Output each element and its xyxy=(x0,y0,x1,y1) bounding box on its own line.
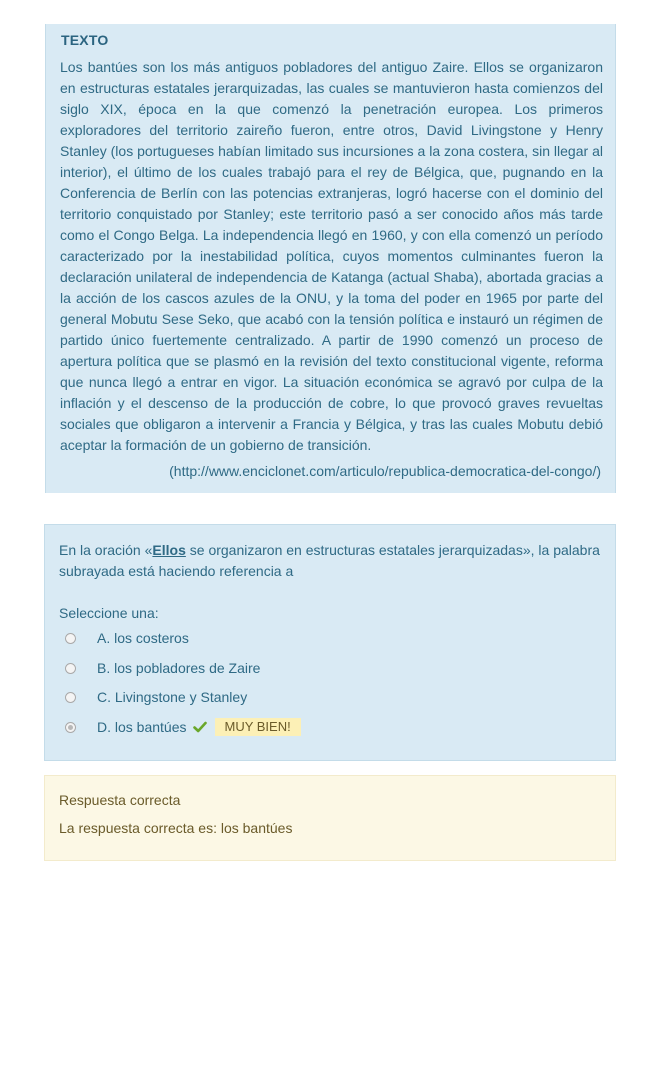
checkmark-icon xyxy=(193,720,207,734)
text-heading: TEXTO xyxy=(61,32,109,48)
question-text xyxy=(59,540,604,582)
feedback-answer: La respuesta correcta es: los bantúes xyxy=(59,820,293,836)
option-c[interactable] xyxy=(65,687,247,707)
radio-option-a[interactable] xyxy=(65,633,76,644)
radio-option-d[interactable] xyxy=(65,722,76,733)
text-body: Los bantúes son los más antiguos pobladores del antiguo Zaire. Ellos se organizaron en estructuras estatales jerarquizadas, las cuales se mantuvieron hasta comienzos del siglo XIX, época en la que comenzó la penetración europea. Los primeros exploradores del territorio zaireño fueron, entre otros, David Livingstone y Henry Stanley (los portugueses habían limitado sus incursiones a la zona costera, sin llegar al interior), el último de los cuales trabajó para el rey de Bélgica, que, pugnando en la Conferencia de Berlín con las potencias extranjeras, logró hacerse con el dominio del territorio conquistado por Stanley; este territorio pasó a ser conocido años más tarde como el Congo Belga. La independencia llegó en 1960, y con ella comenzó un período caracterizado por la inestabilidad política, cuyos momentos culminantes fueron la declaración unilateral de independencia de Katanga (actual Shaba), abortada gracias a la acción de los cascos azules de la ONU, y la toma del poder en 1965 por parte del general Mobutu Sese Seko, que acabó con la tensión política e instauró un régimen de partido único fuertemente centralizado. A partir de 1990 comenzó un proceso de apertura política que se plasmó en la revisión del texto constitucional vigente, reforma que nunca llegó a entrar en vigor. La situación económica se agravó por culpa de la inflación y el descenso de la producción de cobre, lo que provocó graves revueltas sociales que obligaron a intervenir a Francia y Bélgica, y tras las cuales Mobutu debió aceptar la formación de un gobierno de transición. xyxy=(60,59,603,453)
option-c-label: C. Livingstone y Stanley xyxy=(97,689,248,705)
question-panel xyxy=(44,524,616,761)
option-b-label: B. los pobladores de Zaire xyxy=(97,660,261,676)
correct-badge: MUY BIEN! xyxy=(215,718,301,736)
radio-option-b[interactable] xyxy=(65,663,76,674)
underlined-word: Ellos xyxy=(152,542,186,558)
option-a[interactable] xyxy=(65,628,189,648)
option-d[interactable] xyxy=(65,717,301,737)
radio-option-c[interactable] xyxy=(65,692,76,703)
feedback-panel xyxy=(44,775,616,861)
option-d-label: D. los bantúes xyxy=(97,719,187,735)
question-suffix: se organizaron en estructuras estatales jerarquizadas», la palabra subrayada está haciendo referencia a xyxy=(59,542,600,579)
option-a-label: A. los costeros xyxy=(97,630,189,646)
option-b[interactable] xyxy=(65,658,260,678)
question-prefix: En la oración « xyxy=(59,542,153,558)
text-source: (http://www.enciclonet.com/articulo/republica-democratica-del-congo/) xyxy=(169,463,601,479)
select-label: Seleccione una: xyxy=(59,605,159,621)
text-panel xyxy=(45,24,616,493)
feedback-title: Respuesta correcta xyxy=(59,792,181,808)
